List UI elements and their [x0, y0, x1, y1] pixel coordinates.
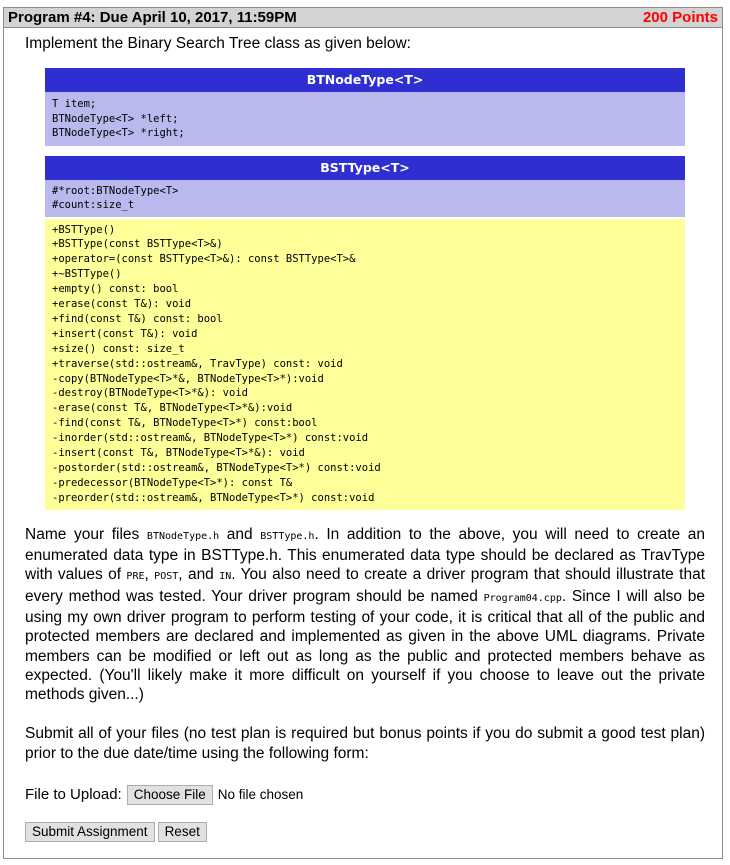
enum-in: IN	[219, 571, 232, 583]
uml-method: -find(const T&, BTNodeType<T>*) const:bool	[52, 417, 318, 430]
uml-method: -postorder(std::ostream&, BTNodeType<T>*) const:void	[52, 462, 381, 474]
uml-btnodetype-attributes	[45, 92, 685, 146]
uml-method: +erase(const T&): void	[52, 298, 192, 311]
para-text: and	[219, 525, 261, 543]
choose-file-button[interactable]: Choose File	[127, 785, 213, 805]
uml-method: +size() const: size_t	[52, 342, 185, 355]
file-upload-row	[25, 785, 705, 805]
uml-bsttype	[45, 156, 685, 510]
assignment-panel	[3, 7, 723, 859]
uml-bsttype-attributes	[45, 180, 685, 217]
uml-method: +insert(const T&): void	[52, 327, 198, 340]
uml-method: +empty() const: bool	[52, 283, 179, 296]
enum-pre: PRE	[126, 571, 145, 583]
para-text: Name your files	[25, 525, 147, 543]
uml-method: +find(const T&) const: bool	[52, 312, 223, 325]
assignment-content	[4, 35, 722, 842]
uml-method: +traverse(std::ostream&, TravType) const: void	[52, 357, 343, 370]
uml-method: -destroy(BTNodeType<T>*&): void	[52, 387, 248, 400]
uml-method: -copy(BTNodeType<T>*&, BTNodeType<T>*):void	[52, 372, 324, 385]
no-file-chosen-text: No file chosen	[217, 787, 304, 803]
uml-attribute: BTNodeType<T> *right;	[52, 127, 185, 139]
para-text: , and	[178, 566, 220, 584]
enum-post: POST	[154, 571, 179, 583]
uml-btnodetype-name: BTNodeType<T>	[45, 68, 685, 92]
filename-btnodetype: BTNodeType.h	[146, 530, 220, 542]
uml-method: +BSTType()	[52, 223, 116, 236]
intro-text: Implement the Binary Search Tree class as given below:	[25, 35, 411, 52]
para-text: . You also need to create a driver program that should illustrate that every method was tested. Your driver program should be named	[25, 566, 705, 605]
uml-btnodetype	[45, 68, 685, 146]
uml-method: -insert(const T&, BTNodeType<T>*&): void	[52, 447, 305, 460]
uml-method: +operator=(const BSTType<T>&): const BSTType<T>&	[52, 253, 356, 266]
uml-bsttype-name: BSTType<T>	[45, 156, 685, 180]
form-buttons-row	[25, 822, 705, 842]
filename-bsttype: BSTType.h	[260, 530, 315, 542]
uml-bsttype-methods	[45, 217, 685, 510]
para-text: ,	[144, 566, 155, 584]
para-text: . In addition to the above, you will need to create an enumerated data type in BSTType.h. This enumerated data type should be declared as TravType with values of	[25, 525, 706, 584]
file-upload-label: File to Upload:	[25, 786, 122, 804]
uml-attribute: #count:size_t	[52, 199, 135, 211]
submit-assignment-button[interactable]: Submit Assignment	[25, 822, 155, 842]
assignment-header	[4, 8, 722, 28]
uml-attribute: #*root:BTNodeType<T>	[52, 184, 179, 197]
uml-method: -preorder(std::ostream&, BTNodeType<T>*) const:void	[52, 491, 375, 504]
filename-driver: Program04.cpp	[483, 592, 562, 604]
uml-method: -predecessor(BTNodeType<T>*): const T&	[52, 476, 293, 489]
uml-method: -inorder(std::ostream&, BTNodeType<T>*) const:void	[52, 432, 369, 445]
para-text: . Since I will also be using my own driver program to perform testing of your code, it is critical that all of the public and protected members are declared and implemented as given in the above UML diagrams. Private members can be modified or left out as long as the public and protected members behave as expected. (You'll likely make it more difficult on yourself if you choose to leave out the private methods given...)	[25, 587, 705, 704]
uml-attribute: BTNodeType<T> *left;	[52, 112, 179, 125]
points-label: 200 Points	[642, 9, 718, 26]
uml-method: +BSTType(const BSTType<T>&)	[52, 238, 223, 251]
uml-method: +~BSTType()	[52, 268, 122, 281]
assignment-title: Program #4: Due April 10, 2017, 11:59PM	[8, 9, 297, 26]
instructions-paragraph	[25, 525, 705, 705]
uml-method: -erase(const T&, BTNodeType<T>*&):void	[52, 402, 293, 415]
uml-attribute: T item;	[52, 98, 97, 110]
reset-button[interactable]: Reset	[158, 822, 207, 842]
submit-instructions: Submit all of your files (no test plan is required but bonus points if you do submit a good test plan) prior to the due date/time using the following form:	[25, 725, 705, 762]
